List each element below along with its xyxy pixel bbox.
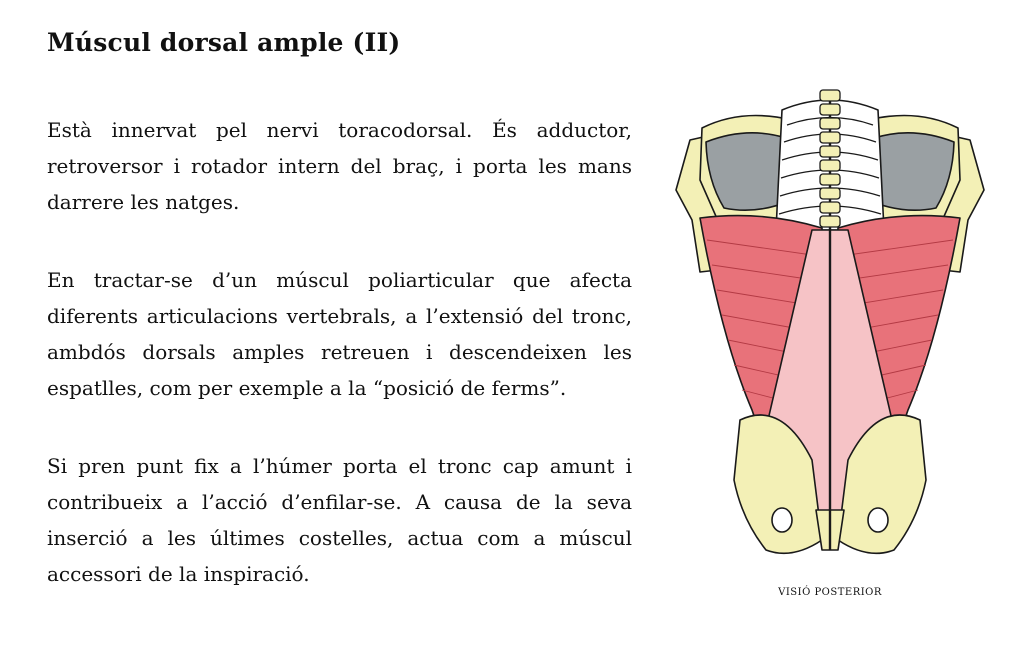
latissimus-dorsi-illustration	[662, 80, 998, 580]
paragraph-function: En tractar-se d’un múscul poliarticular que afecta diferents articulacions vertebrals, a l’extensió del tronc, ambdós dorsals amples retreuen i descendeixen les espatlles, com per exemple a la “posició de ferms”.	[47, 268, 632, 400]
paragraph-fixed-point: Si pren punt fix a l’húmer porta el tronc cap amunt i contribueix a l’acció d’enfilar-se. A causa de la seva inserció a les últimes costelles, actua com a múscul accessori de la inspiració.	[47, 454, 632, 586]
body-text	[47, 112, 632, 634]
paragraph-innervation: Està innervat pel nervi toracodorsal. És adductor, retroversor i rotador intern del braç, i porta les mans darrere les natges.	[47, 118, 632, 214]
page-title: Múscul dorsal ample (II)	[47, 28, 401, 57]
figure-caption: VISIÓ POSTERIOR	[778, 587, 882, 598]
